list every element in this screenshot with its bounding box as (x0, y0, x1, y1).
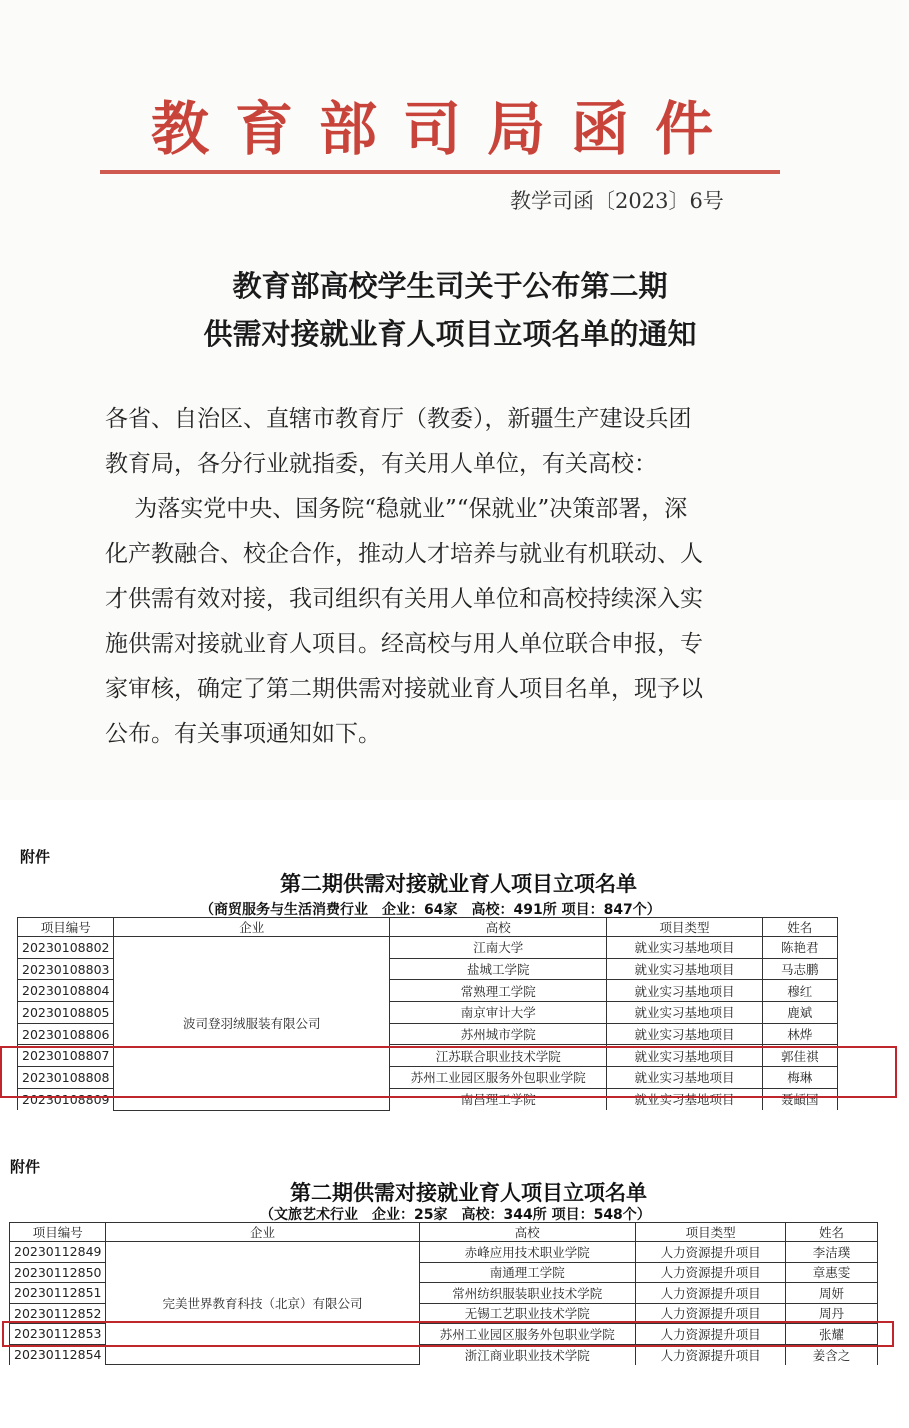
document-number: 教学司函〔2023〕6号 (510, 189, 724, 213)
highlight-box (0, 1046, 897, 1098)
school-cell: 浙江商业职业技术学院 (419, 1344, 635, 1365)
column-header-id: 项目编号 (18, 918, 114, 937)
notice-title-line2: 供需对接就业育人项目立项名单的通知 (203, 317, 697, 351)
school-cell: 江苏联合职业技术学院 (390, 1045, 607, 1067)
letterhead-rule (100, 170, 780, 174)
project-id-cell: 20230108808 (18, 1067, 114, 1089)
project-type-cell: 就业实习基地项目 (607, 1045, 762, 1067)
project-type-cell: 就业实习基地项目 (607, 980, 762, 1002)
school-cell: 南昌理工学院 (390, 1088, 607, 1110)
project-id-cell: 20230112854 (10, 1344, 106, 1365)
column-header-type: 项目类型 (607, 918, 762, 937)
attachment-label: 附件 (10, 1158, 41, 1176)
school-cell: 盐城工学院 (390, 958, 607, 980)
person-name-cell: 章惠雯 (786, 1262, 878, 1283)
column-header-school: 高校 (419, 1223, 635, 1242)
person-name-cell: 鹿斌 (762, 1002, 837, 1024)
school-cell: 无锡工艺职业技术学院 (419, 1303, 635, 1324)
project-type-cell: 就业实习基地项目 (607, 1088, 762, 1110)
body-line: 各省、自治区、直辖市教育厅（教委），新疆生产建设兵团 (105, 406, 692, 432)
body-line: 教育局，各分行业就指委，有关用人单位，有关高校： (105, 451, 657, 477)
project-id-cell: 20230112850 (10, 1262, 106, 1283)
project-id-cell: 20230112852 (10, 1303, 106, 1324)
column-header-company: 企业 (114, 918, 390, 937)
project-type-cell: 人力资源提升项目 (636, 1324, 786, 1345)
column-header-company: 企业 (106, 1223, 419, 1242)
column-header-school: 高校 (390, 918, 607, 937)
person-name-cell: 穆红 (762, 980, 837, 1002)
project-id-cell: 20230108807 (18, 1045, 114, 1067)
person-name-cell: 马志鹏 (762, 958, 837, 980)
school-cell: 南通理工学院 (419, 1262, 635, 1283)
person-name-cell: 陈艳君 (762, 937, 837, 959)
school-cell: 常熟理工学院 (390, 980, 607, 1002)
project-type-cell: 就业实习基地项目 (607, 1067, 762, 1089)
person-name-cell: 周妍 (786, 1283, 878, 1304)
project-type-cell: 就业实习基地项目 (607, 1023, 762, 1045)
company-cell: 波司登羽绒服装有限公司 (114, 937, 390, 1111)
project-id-cell: 20230112849 (10, 1242, 106, 1263)
project-type-cell: 人力资源提升项目 (636, 1303, 786, 1324)
project-id-cell: 20230108809 (18, 1088, 114, 1110)
person-name-cell: 姜含之 (786, 1344, 878, 1365)
company-cell: 完美世界教育科技（北京）有限公司 (106, 1242, 419, 1365)
school-cell: 南京审计大学 (390, 1002, 607, 1024)
table1-title: 第二期供需对接就业育人项目立项名单 (280, 872, 637, 896)
project-id-cell: 20230112853 (10, 1324, 106, 1345)
school-cell: 常州纺织服装职业技术学院 (419, 1283, 635, 1304)
body-line: 化产教融合、校企合作，推动人才培养与就业有机联动、人 (105, 541, 703, 567)
body-line: 家审核，确定了第二期供需对接就业育人项目名单，现予以 (105, 676, 703, 702)
project-type-cell: 人力资源提升项目 (636, 1242, 786, 1263)
notice-title-line1: 教育部高校学生司关于公布第二期 (232, 269, 668, 303)
school-cell: 赤峰应用技术职业学院 (419, 1242, 635, 1263)
project-id-cell: 20230108802 (18, 937, 114, 959)
person-name-cell: 张耀 (786, 1324, 878, 1345)
school-cell: 苏州工业园区服务外包职业学院 (419, 1324, 635, 1345)
person-name-cell: 聂頔国 (762, 1088, 837, 1110)
project-id-cell: 20230108804 (18, 980, 114, 1002)
column-header-type: 项目类型 (636, 1223, 786, 1242)
project-id-cell: 20230108806 (18, 1023, 114, 1045)
project-type-cell: 人力资源提升项目 (636, 1283, 786, 1304)
person-name-cell: 梅琳 (762, 1067, 837, 1089)
letterhead-title: 教育部司局函件 (150, 95, 739, 163)
column-header-id: 项目编号 (10, 1223, 106, 1242)
body-line: 才供需有效对接，我司组织有关用人单位和高校持续深入实 (105, 586, 703, 612)
project-type-cell: 人力资源提升项目 (636, 1262, 786, 1283)
project-type-cell: 就业实习基地项目 (607, 1002, 762, 1024)
body-line: 为落实党中央、国务院“稳就业”“保就业”决策部署，深 (105, 496, 688, 522)
person-name-cell: 郭佳祺 (762, 1045, 837, 1067)
school-cell: 苏州城市学院 (390, 1023, 607, 1045)
project-type-cell: 就业实习基地项目 (607, 937, 762, 959)
highlight-box (2, 1321, 894, 1347)
project-type-cell: 就业实习基地项目 (607, 958, 762, 980)
school-cell: 江南大学 (390, 937, 607, 959)
person-name-cell: 李洁璞 (786, 1242, 878, 1263)
table1-subtitle: （商贸服务与生活消费行业 企业：64家 高校：491所 项目：847个） (200, 902, 661, 918)
body-line: 公布。有关事项通知如下。 (105, 721, 381, 747)
project-id-cell: 20230108803 (18, 958, 114, 980)
column-header-name: 姓名 (786, 1223, 878, 1242)
table2-title: 第二期供需对接就业育人项目立项名单 (290, 1181, 647, 1205)
body-line: 施供需对接就业育人项目。经高校与用人单位联合申报，专 (105, 631, 703, 657)
project-id-cell: 20230108805 (18, 1002, 114, 1024)
column-header-name: 姓名 (762, 918, 837, 937)
person-name-cell: 林烨 (762, 1023, 837, 1045)
person-name-cell: 周丹 (786, 1303, 878, 1324)
project-id-cell: 20230112851 (10, 1283, 106, 1304)
project-type-cell: 人力资源提升项目 (636, 1344, 786, 1365)
school-cell: 苏州工业园区服务外包职业学院 (390, 1067, 607, 1089)
table2-subtitle: （文旅艺术行业 企业：25家 高校：344所 项目：548个） (260, 1207, 651, 1223)
attachment-label: 附件 (20, 848, 51, 866)
